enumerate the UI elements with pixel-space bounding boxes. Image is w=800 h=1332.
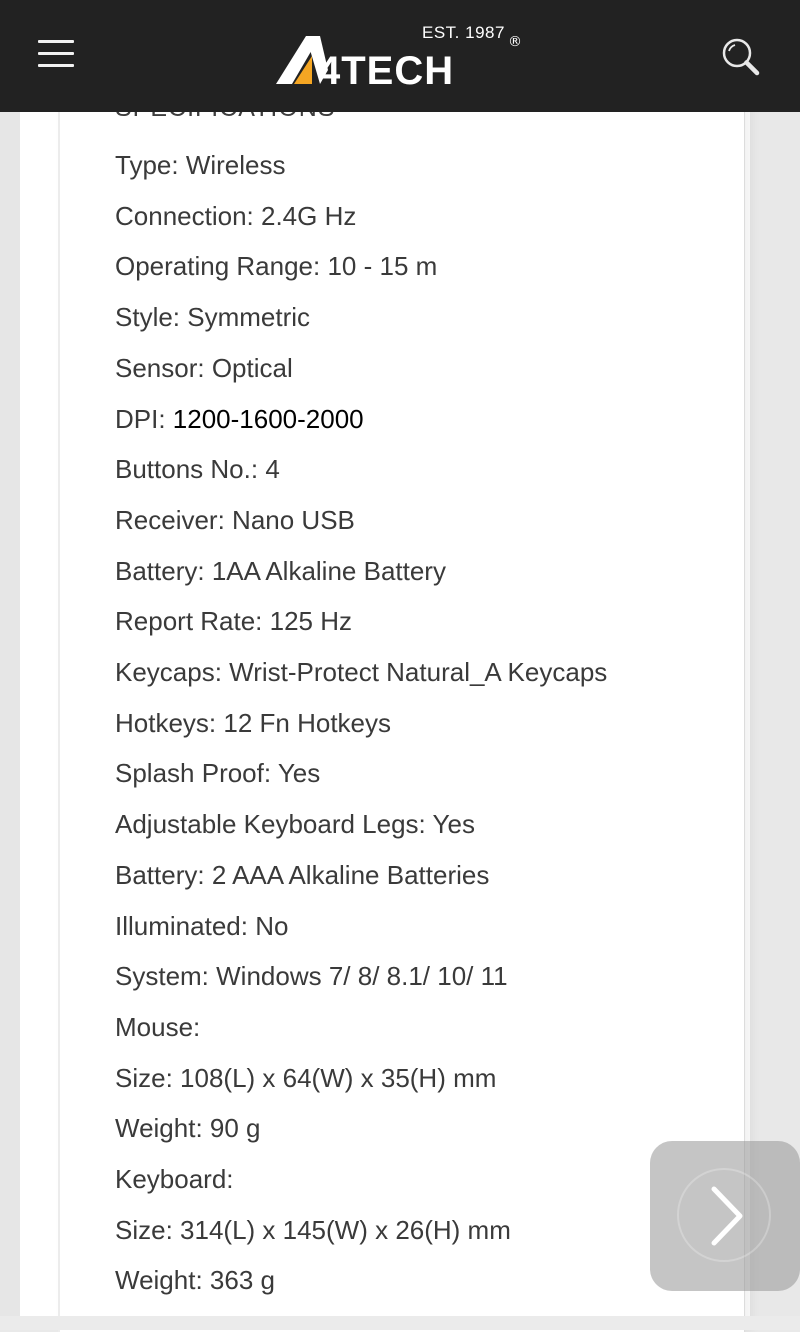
page-gutter-left: [0, 112, 20, 1330]
spec-label: Splash Proof:: [115, 758, 278, 789]
spec-value: Yes: [432, 809, 475, 840]
spec-item: [115, 551, 446, 591]
bottom-edge: [0, 1316, 800, 1330]
spec-item: [115, 1159, 234, 1199]
hamburger-line: [38, 52, 74, 55]
spec-item: [115, 1007, 200, 1047]
spec-label: Illuminated:: [115, 910, 256, 941]
spec-content-area: [20, 112, 750, 1330]
spec-item: [115, 1108, 261, 1148]
logo-est-text: EST. 1987: [422, 23, 505, 42]
spec-value: 2 AAA Alkaline Batteries: [211, 859, 490, 890]
search-icon: [718, 34, 764, 80]
spec-value: 4: [265, 454, 280, 485]
spec-item: [115, 906, 288, 946]
logo-text: 4TECH: [318, 49, 455, 93]
registered-mark: ®: [508, 34, 522, 50]
hamburger-menu-icon: [38, 40, 74, 43]
spec-label: Size:: [115, 1214, 181, 1245]
hamburger-line: [38, 64, 74, 67]
spec-label: Size:: [115, 1062, 181, 1093]
spec-value: Yes: [277, 758, 321, 789]
spec-value: Nano USB: [232, 504, 355, 535]
spec-value: No: [255, 910, 289, 941]
spec-item: [115, 804, 475, 844]
spec-value: 314(L) x 145(W) x 26(H) mm: [180, 1214, 511, 1245]
spec-item: [115, 753, 320, 793]
top-header: [0, 0, 800, 112]
spec-value: 363 g: [209, 1265, 275, 1296]
spec-value: 90 g: [209, 1113, 261, 1144]
spec-value: Symmetric: [187, 302, 311, 333]
spec-value: 12 Fn Hotkeys: [223, 707, 392, 738]
spec-value: 1AA Alkaline Battery: [211, 555, 446, 586]
spec-label: Battery:: [115, 555, 212, 586]
menu-button[interactable]: [38, 40, 74, 68]
spec-value: 125 Hz: [269, 606, 353, 637]
spec-item: [115, 1058, 496, 1098]
spec-value: 1200-1600-2000: [172, 403, 364, 434]
spec-label: System:: [115, 961, 217, 992]
spec-label: Operating Range:: [115, 251, 328, 282]
spec-value: Windows 7/ 8/ 8.1/ 10/ 11: [216, 961, 508, 992]
a4tech-logo[interactable]: [272, 20, 528, 92]
spec-label: Keyboard:: [115, 1164, 234, 1194]
spec-item: [115, 956, 508, 996]
search-button[interactable]: [718, 34, 764, 80]
spec-label: Battery:: [115, 859, 212, 890]
spec-item: [115, 1260, 275, 1300]
spec-value: Wireless: [185, 150, 286, 180]
spec-item: [115, 449, 280, 489]
spec-value: 2.4G Hz: [260, 200, 357, 231]
spec-value: Optical: [211, 352, 293, 383]
spec-label: Type:: [115, 150, 186, 180]
spec-item: [115, 601, 352, 641]
spec-label: Adjustable Keyboard Legs:: [115, 809, 433, 840]
spec-label: Receiver:: [115, 504, 233, 535]
chevron-right-icon: [650, 1141, 800, 1291]
spec-item: [115, 652, 607, 692]
spec-value: 108(L) x 64(W) x 35(H) mm: [180, 1062, 497, 1093]
spec-label: Style:: [115, 302, 188, 333]
spec-label: DPI:: [115, 403, 173, 434]
spec-value: Wrist-Protect Natural_A Keycaps: [229, 657, 608, 687]
next-button[interactable]: [650, 1141, 800, 1291]
spec-label: Buttons No.:: [115, 454, 266, 485]
spec-label: Connection:: [115, 200, 261, 231]
spec-label: Weight:: [115, 1265, 210, 1296]
spec-item: [115, 348, 293, 388]
spec-label: Weight:: [115, 1113, 210, 1144]
spec-item: [115, 1210, 511, 1250]
spec-value: 10 - 15 m: [327, 251, 438, 282]
spec-item: [115, 246, 437, 286]
spec-label: Sensor:: [115, 352, 212, 383]
spec-item: [115, 500, 355, 540]
spec-label: Keycaps:: [115, 657, 230, 687]
spec-item: [115, 196, 356, 236]
spec-label: Report Rate:: [115, 606, 270, 637]
spec-item: [115, 399, 364, 439]
spec-item: [115, 703, 391, 743]
spec-item: [115, 855, 489, 895]
spec-item: [115, 145, 286, 185]
spec-label: Hotkeys:: [115, 707, 224, 738]
spec-label: Mouse:: [115, 1011, 201, 1042]
spec-item: [115, 297, 310, 337]
